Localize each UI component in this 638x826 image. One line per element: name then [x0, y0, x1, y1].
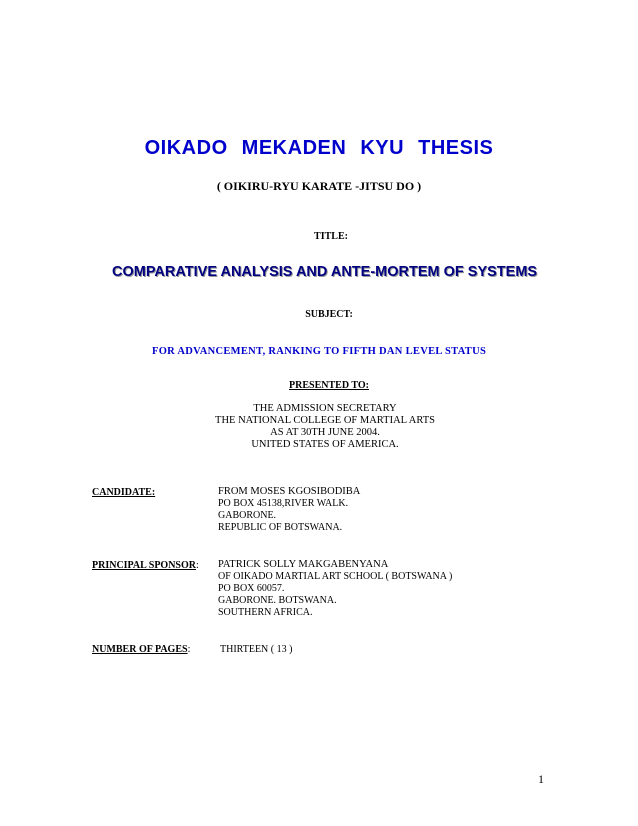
number-of-pages-colon: :	[187, 644, 191, 655]
subject-label: SUBJECT:	[305, 309, 353, 320]
principal-sponsor-line: PATRICK SOLLY MAKGABENYANA	[218, 559, 389, 570]
presented-to-line: THE ADMISSION SECRETARY	[253, 403, 397, 414]
presented-to-label: PRESENTED TO:	[289, 380, 369, 391]
page-number: 1	[538, 772, 544, 786]
candidate-line: GABORONE.	[218, 510, 277, 521]
principal-sponsor-line: GABORONE. BOTSWANA.	[218, 595, 337, 606]
presented-to-line: THE NATIONAL COLLEGE OF MARTIAL ARTS	[215, 415, 435, 426]
subtitle: ( OIKIRU-RYU KARATE -JITSU DO )	[216, 179, 422, 193]
candidate-block	[218, 486, 360, 534]
candidate-line: FROM MOSES KGOSIBODIBA	[218, 486, 361, 497]
principal-sponsor-line: SOUTHERN AFRICA.	[218, 607, 313, 618]
principal-sponsor-label-row	[92, 560, 199, 571]
principal-sponsor-line: OF OIKADO MARTIAL ART SCHOOL ( BOTSWANA )	[218, 571, 453, 582]
presented-to-line: AS AT 30TH JUNE 2004.	[270, 427, 380, 438]
thesis-title: COMPARATIVE ANALYSIS AND ANTE-MORTEM OF SYSTEMS	[112, 264, 538, 280]
number-of-pages-value: THIRTEEN ( 13 )	[220, 644, 293, 655]
presented-to-line: UNITED STATES OF AMERICA.	[251, 439, 399, 450]
principal-sponsor-block	[218, 559, 452, 619]
title-label: TITLE:	[314, 231, 348, 242]
number-of-pages-label: NUMBER OF PAGES	[92, 644, 188, 655]
candidate-label: CANDIDATE:	[92, 487, 156, 498]
presented-to-block	[6, 403, 638, 451]
candidate-line: REPUBLIC OF BOTSWANA.	[218, 522, 343, 533]
principal-sponsor-label: PRINCIPAL SPONSOR	[92, 560, 196, 571]
principal-sponsor-line: PO BOX 60057.	[218, 583, 285, 594]
principal-sponsor-colon: :	[196, 560, 199, 571]
number-of-pages-label-row	[92, 644, 190, 655]
main-title: OIKADO MEKADEN KYU THESIS	[144, 137, 494, 159]
candidate-line: PO BOX 45138,RIVER WALK.	[218, 498, 349, 509]
subject-value: FOR ADVANCEMENT, RANKING TO FIFTH DAN LEVEL STATUS	[152, 346, 487, 357]
